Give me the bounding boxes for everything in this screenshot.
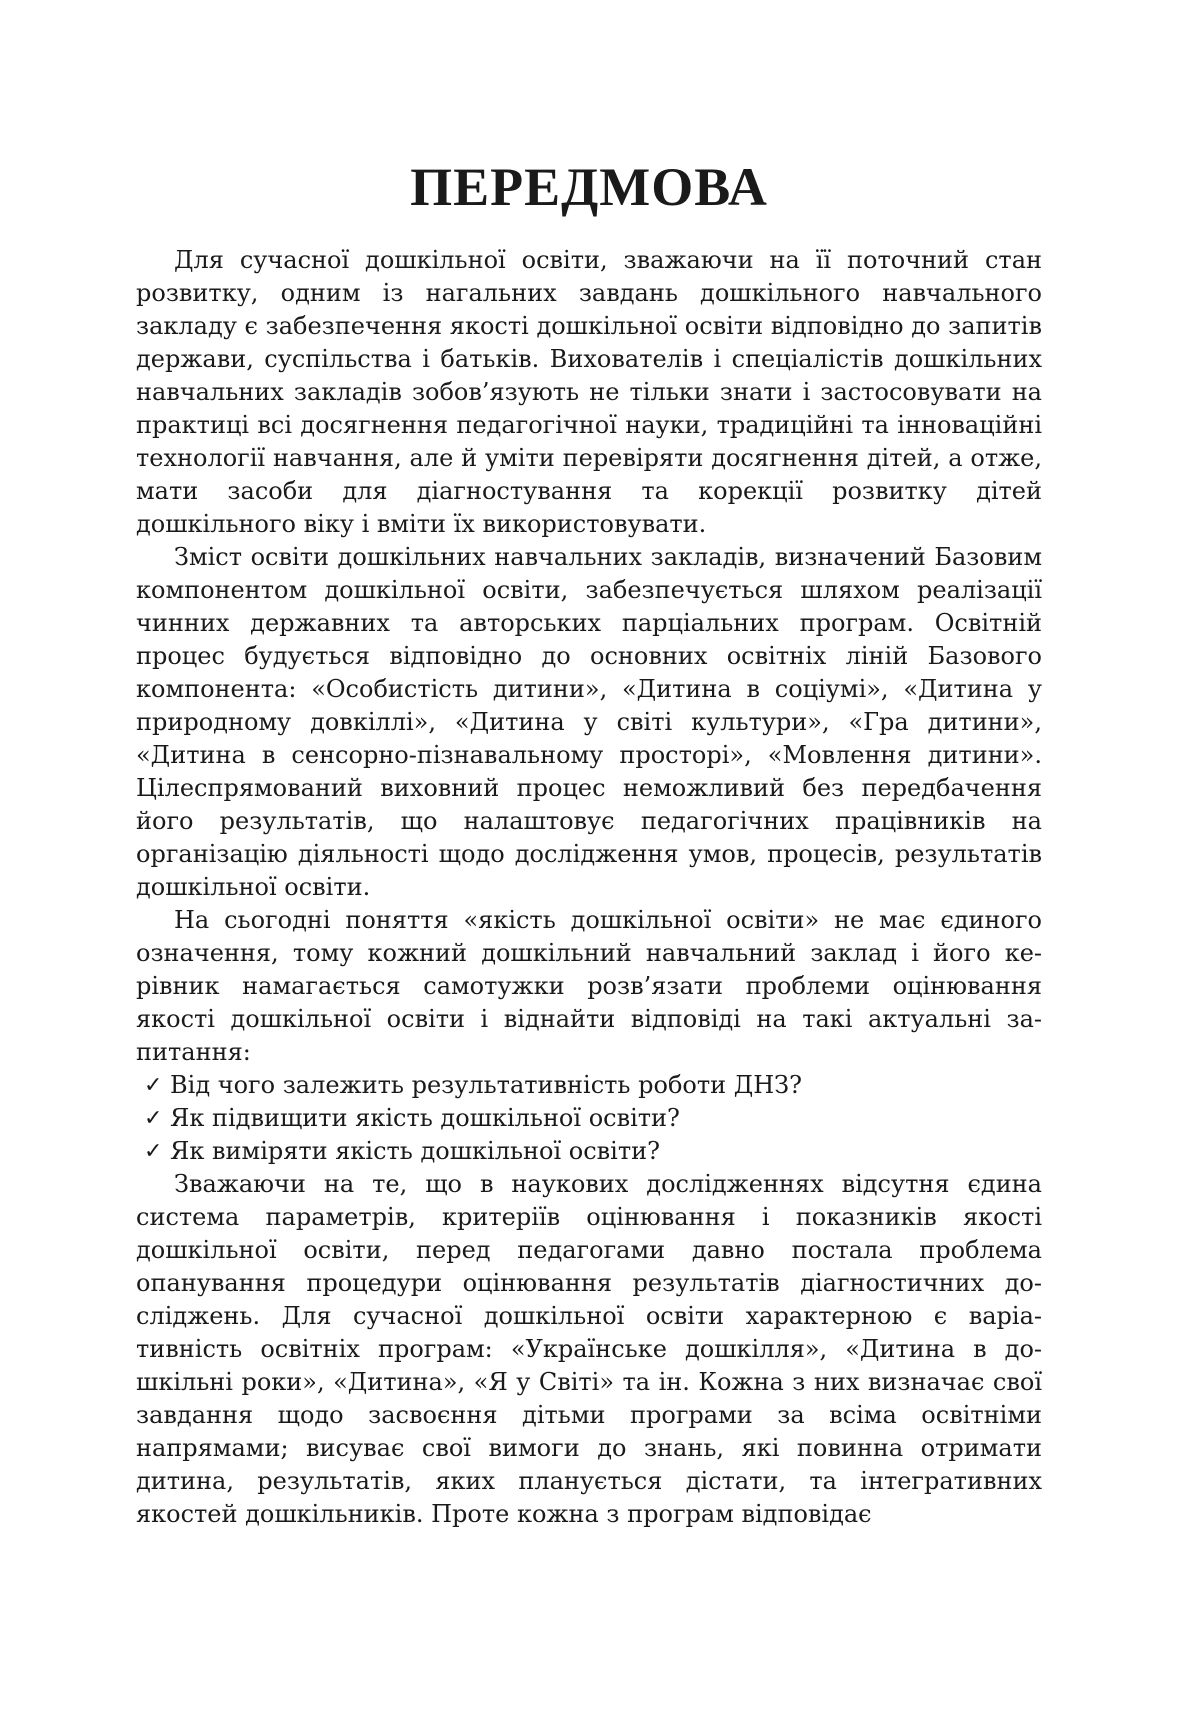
checkmark-icon: ✓ [144, 1073, 163, 1098]
document-page [136, 140, 1042, 1531]
paragraph-1: Для сучасної дошкільної освіти, зважаючи на її поточний стан розвитку, одним із нагальних завдань дошкільного навчального закладу є забезпечення якості дошкільної освіти відповідно до запитів держави, суспільства і батьків. Вихователів і спеціалістів дошкільних навчальних закладів зобов’язують не тільки знати і застосовувати на практиці всі досягнення педагогічної науки, традиційні та інноваційні технології навчання, але й уміти перевіряти досягнення дітей, а отже, мати засоби для діагностування та корекції розвитку дітей дошкільного віку і вміти їх використовувати. [136, 246, 1042, 538]
list-item [136, 1102, 1042, 1135]
list-item [136, 1069, 1042, 1102]
paragraph-3: На сьогодні поняття «якість дошкільної освіти» не має єдиного означення, тому кожний дошкільний навчальний заклад і його керівник намагається самотужки розв’язати проблеми оцінювання якості дошкільної освіти і віднайти відповіді на такі актуальні запитання: [136, 906, 1042, 1066]
question-list [136, 1069, 1042, 1168]
paragraph-2: Зміст освіти дошкільних навчальних закладів, визначений Базовим компонентом дошкільної освіти, забезпечується шляхом реалізації чинних державних та авторських парціальних програм. Освітній процес будується відповідно до основних освітніх ліній Базового компонента: «Особистість дитини», «Дитина в соціумі», «Дитина у природному довкіллі», «Дитина у світі культури», «Гра дитини», «Дитина в сенсорно-пізнавальному просторі», «Мовлення дитини». Цілеспрямований виховний процес неможливий без передбачення його результатів, що налаштовує педагогічних працівників на організацію діяльності щодо дослідження умов, процесів, результатів дошкільної освіти. [136, 543, 1042, 901]
list-item-text: Як виміряти якість дошкільної освіти? [170, 1137, 660, 1165]
checkmark-icon: ✓ [144, 1139, 163, 1164]
page-title: ПЕРЕДМОВА [410, 157, 768, 217]
list-item-text: Як підвищити якість дошкільної освіти? [170, 1104, 680, 1132]
paragraph-4: Зважаючи на те, що в наукових дослідженнях відсутня єдина система параметрів, критеріїв оцінювання і показників якості дошкільної освіти, перед педагогами давно постала проблема опанування процедури оцінювання результатів діагностичних досліджень. Для сучасної дошкільної освіти характерною є варіативність освітніх програм: «Українське дошкілля», «Дитина в дошкільні роки», «Дитина», «Я у Світі» та ін. Кожна з них визначає свої завдання щодо засвоєння дітьми програми за всіма освітніми напрямами; висуває свої вимоги до знань, які повинна отримати дитина, результатів, яких планується дістати, та інтегративних якостей дошкільників. Проте кожна з програм відповідає [136, 1170, 1042, 1528]
list-item [136, 1135, 1042, 1168]
checkmark-icon: ✓ [144, 1106, 163, 1131]
list-item-text: Від чого залежить результативність роботи ДНЗ? [170, 1071, 803, 1099]
